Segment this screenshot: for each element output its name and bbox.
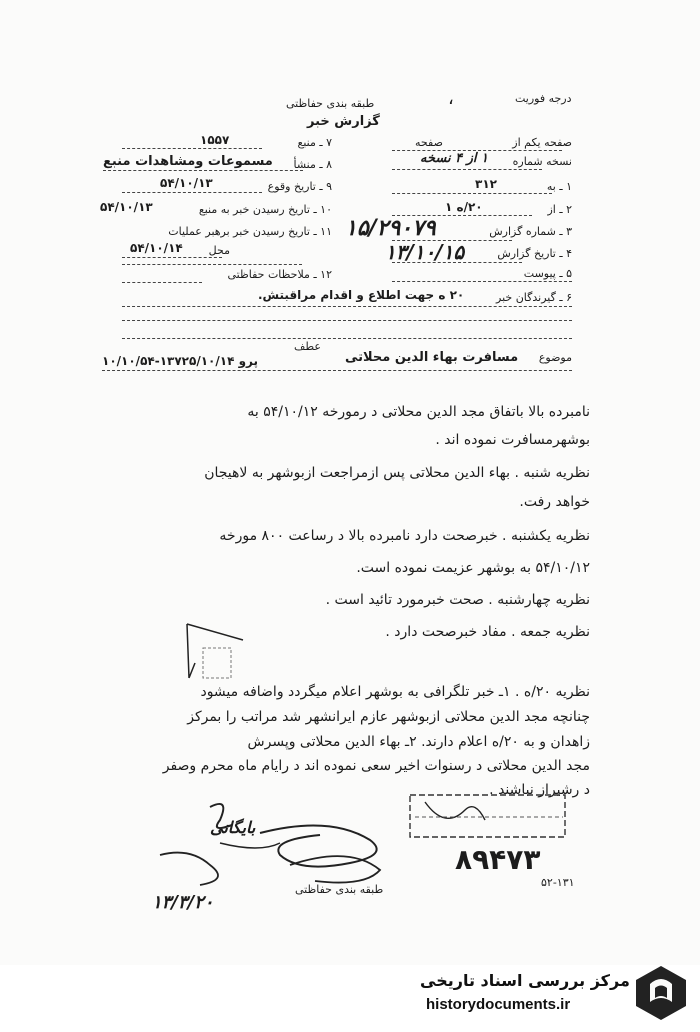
field-value: صفحه <box>415 136 443 149</box>
classification-label: طبقه بندی حفاظتی <box>286 97 375 110</box>
recipients-value: ۲۰ ه جهت اطلاع و اقدام مراقبتش. <box>258 288 465 302</box>
field-label: ۱۲ ـ ملاحظات حفاظتی <box>227 268 332 281</box>
field-value: ۱۳/۱۰/۱۵ <box>385 240 465 264</box>
clip-mark <box>175 618 250 688</box>
field-value: ۵۴/۱۰/۱۳ <box>160 176 213 190</box>
priority-label: درجه فوریت <box>515 92 572 105</box>
field-value: ۱ از ۴ نسخه <box>420 151 489 166</box>
body-line: نظریه چهارشنبه . صحت خبرمورد تائید است . <box>325 592 590 608</box>
field-value: ۳۱۲ <box>475 177 497 191</box>
field-value: مسموعات ومشاهدات منبع <box>103 154 273 169</box>
field-value: ۱۵۵۷ <box>200 133 230 147</box>
handwritten-date: ۱۳/۳/۲۰ <box>152 892 214 913</box>
form-code: ۵۲-۱۳۱ <box>541 876 575 889</box>
handwritten-note: بایگانی <box>210 818 256 837</box>
footer-classification: طبقه بندی حفاظتی <box>295 883 384 896</box>
field-label: صفحه یکم از <box>512 136 572 149</box>
body-line: ۵۴/۱۰/۱۲ به بوشهر عزیمت نموده است. <box>356 560 590 576</box>
watermark-title: مرکز بررسی اسناد تاریخی <box>420 971 630 990</box>
field-label: ۹ ـ تاریخ وقوع <box>267 180 332 193</box>
top-mark: ، <box>448 88 454 109</box>
field-label: ۱ ـ به <box>546 180 572 193</box>
document-number-stamp: ۸۹۴۷۳ <box>455 843 541 876</box>
reference-number: پرو ۱۳۷۲۵/۱۰/۱۴-۱۰/۱۰/۵۴ <box>102 354 258 368</box>
body-line: خواهد رفت. <box>519 494 590 510</box>
field-label: ۲ ـ از <box>547 203 572 216</box>
body-line: نظریه یکشنبه . خبرصحت دارد نامبرده بالا د رساعت ۸۰۰ مورخه <box>219 528 590 544</box>
body-line: د رشیراز نباشند . <box>489 782 590 798</box>
subject-label: موضوع <box>538 351 572 364</box>
field-label: ۵ ـ پیوست <box>523 267 572 280</box>
field-label: ۱۱ ـ تاریخ رسیدن خبر برهبر عملیات <box>168 225 332 238</box>
field-label: ۷ ـ منبع <box>297 136 332 149</box>
field-label: ۴ ـ تاریخ گزارش <box>497 247 572 260</box>
watermark-url: historydocuments.ir <box>426 996 571 1013</box>
receipt-stamp <box>405 790 575 845</box>
body-line: نظریه شنبه . بهاء الدین محلاتی پس ازمراجعت ازبوشهر به لاهیجان <box>204 465 590 481</box>
body-line: چنانچه مجد الدین محلاتی ازبوشهر عازم ایرانشهر شد مراتب را بمرکز <box>187 709 590 725</box>
field-value: ۲۰/ه ۱ <box>445 200 483 214</box>
field-label: ۱۰ ـ تاریخ رسیدن خبر به منبع <box>198 203 332 216</box>
page-title: گزارش خبر <box>307 114 380 129</box>
body-line: نظریه جمعه . مفاد خبرصحت دارد . <box>385 624 590 640</box>
field-label: ۸ ـ منشأ <box>293 158 332 171</box>
archive-logo-icon <box>632 962 690 1024</box>
body-line: مجد الدین محلاتی د رسنوات اخیر سعی نموده اند د رایام ماه محرم وصفر <box>162 758 590 774</box>
field-value: ۵۴/۱۰/۱۳ <box>100 200 153 214</box>
recipients-label: ۶ ـ گیرندگان خبر <box>496 291 572 304</box>
field-value: ۱۵/۲۹۰۷۹ <box>345 216 436 241</box>
body-line: بوشهرمسافرت نموده اند . <box>435 432 590 448</box>
field-label: محل <box>208 244 230 257</box>
body-line: زاهدان و به ۲۰/ه اعلام دارند. ۲ـ بهاء الدین محلاتی وپسرش <box>247 734 590 750</box>
atf-label: عطف <box>294 340 321 353</box>
body-line: نامبرده بالا باتفاق مجد الدین محلاتی د رمورخه ۵۴/۱۰/۱۲ به <box>247 404 590 420</box>
field-value: ۵۴/۱۰/۱۴ <box>130 241 183 255</box>
body-line: نظریه ۲۰/ه . ۱ـ خبر تلگرافی به بوشهر اعلام میگردد واضافه میشود <box>200 684 590 700</box>
field-label: نسخه شماره <box>512 155 572 168</box>
field-label: ۳ ـ شماره گزارش <box>489 225 572 238</box>
subject-value: مسافرت بهاء الدین محلاتی <box>345 350 519 365</box>
